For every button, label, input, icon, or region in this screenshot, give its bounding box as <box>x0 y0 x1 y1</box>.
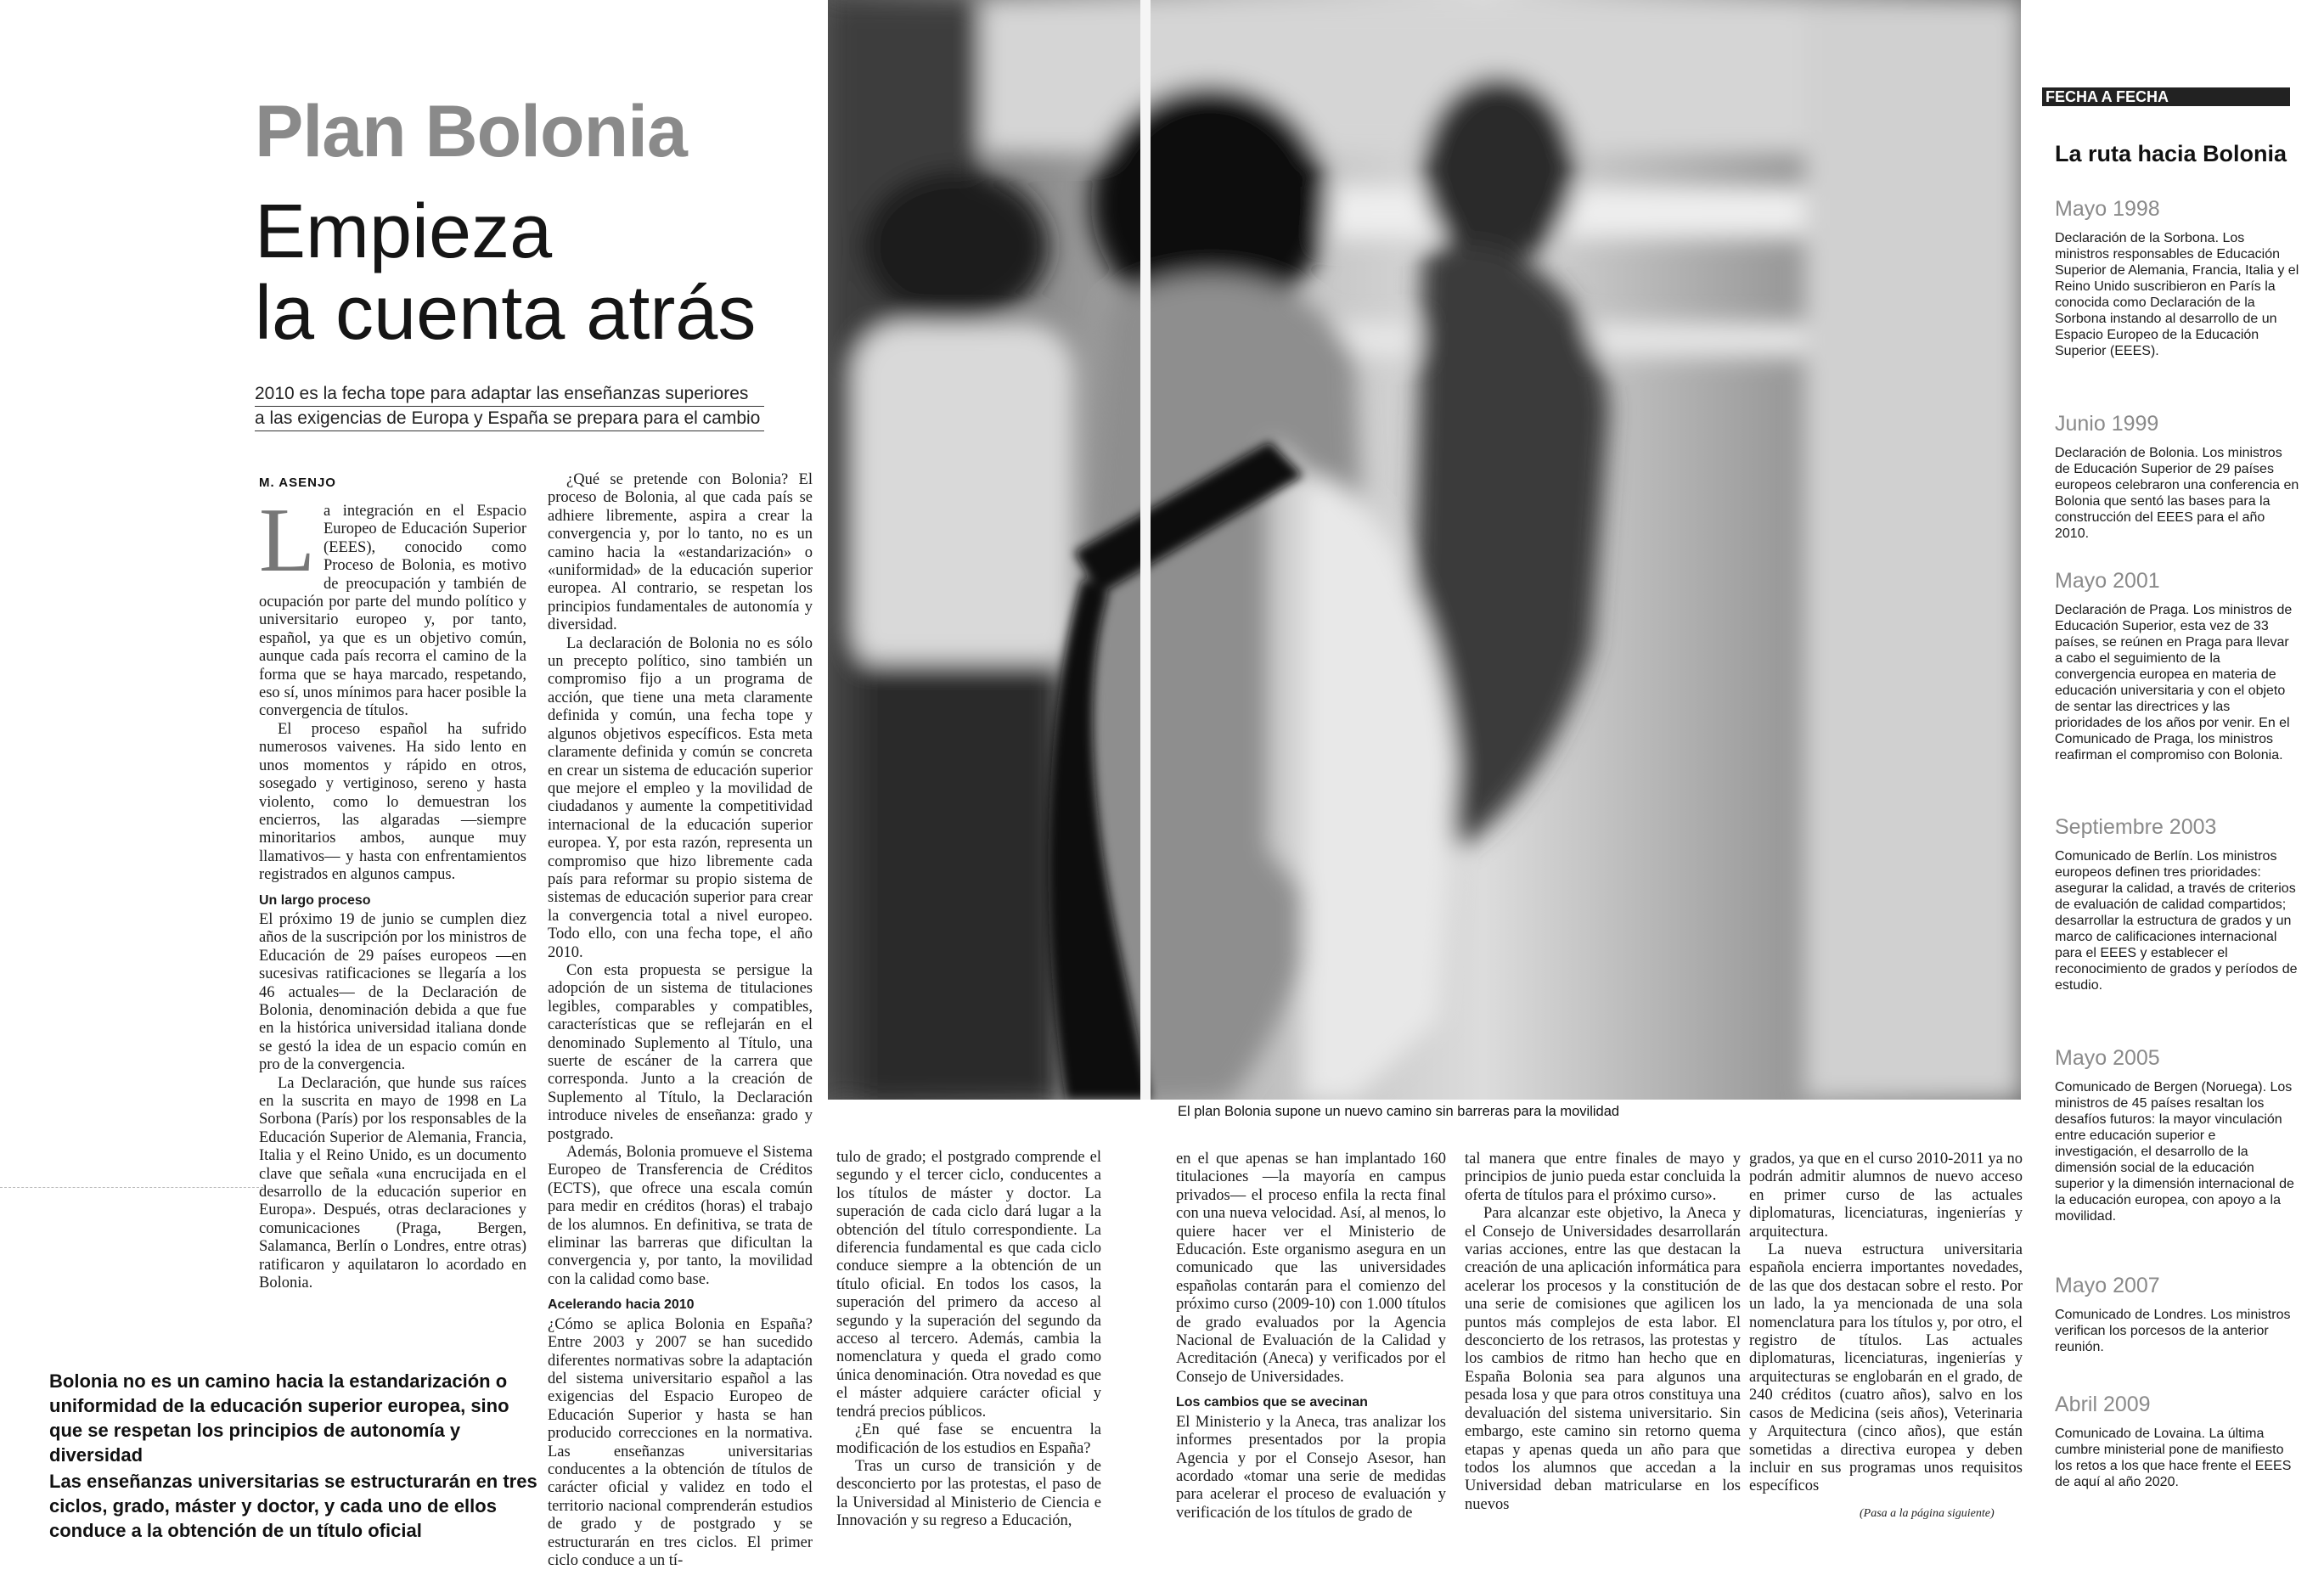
author-byline: M. ASENJO <box>259 476 336 490</box>
subtitle-line-1: 2010 es la fecha tope para adaptar las enseñanzas superiores <box>255 382 764 407</box>
body-paragraph: La nueva estructura universitaria española encierra importantes novedades, de las que dos destacan sobre el resto. Por un lado, la ya mencionada de una sola nomenclatura para los títulos y, por otro, el registro de títulos. Las actuales diplomaturas, licenciaturas, ingenierías y arquitecturas se englobarán en el grado, de 240 créditos (cuatro años), salvo en los casos de Medicina (seis años), Veterinaria y Arquitectura (cinco años), que están sometidas a directiva europea y deben incluir en sus programas unos requisitos específicos <box>1749 1241 2023 1495</box>
body-paragraph: Para alcanzar este objetivo, la Aneca y el Consejo de Universidades desarrollarán varias acciones, entre las que destacan la creación de una aplicación informática para acelerar los procesos y la constitución de una serie de comisiones que agilicen los puntos más complejos de esta labor. El desconcierto de los retrasos, las protestas y los cambios de ritmo han hecho que en España Bolonia sea para algunos una pesada losa y que para otros constituya una devaluación del sistema universitario. Sin embargo, este camino sin retorno quema etapas y apenas queda un año para que todos los alumnos que accedan a la Universidad deban matricularse en los nuevos <box>1465 1205 1741 1513</box>
timeline-entry <box>2055 1046 2299 1224</box>
body-paragraph: grados, ya que en el curso 2010-2011 ya no podrán admitir alumnos de nuevo acceso en primer curso de las actuales diplomaturas, licenciaturas, ingenierías y arquitectura. <box>1749 1151 2023 1241</box>
body-paragraph: tulo de grado; el postgrado comprende el segundo y el tercer ciclo, conducentes a los títulos de máster y doctor. La superación de cada ciclo dará lugar a la obtención del título correspondiente. La diferencia fundamental es que cada ciclo conduce siempre a la obtención de un título oficial. En todos los casos, la superación del primero da acceso al segundo y la superación del segundo da acceso al tercero. Además, cambia la nomenclatura y queda el grado como única denominación. Otra novedad es que el máster adquiere carácter oficial y tendrá precios públicos. <box>836 1149 1101 1421</box>
headline-line-1: Empieza <box>255 189 553 274</box>
body-paragraph: El próximo 19 de junio se cumplen diez años de la suscripción por los ministros de Educación de 29 países europeos —en sucesivas ratificaciones se llegaría a los 46 actuales— de la Declaración de Bolonia, denominación debida a que fue en la histórica universidad italiana donde se gestó la idea de un espacio común en pro de la convergencia. <box>259 910 526 1074</box>
timeline-text: Comunicado de Berlín. Los ministros europeos definen tres prioridades: asegurar la calidad, a través de criterios de evaluación de calidad compartidos; desarrollar la estructura de grados y un marco de calificaciones internacional para el EEES y establecer el reconocimiento de grados y períodos de estudio. <box>2055 849 2298 993</box>
timeline-text: Declaración de la Sorbona. Los ministros responsables de Educación Superior de Alemania, Francia, Italia y el Reino Unido suscribieron en París la conocida como Declaración de la Sorbona instando al desarrollo de un Espacio Europeo de la Educación Superior (EEES). <box>2055 231 2299 358</box>
timeline-date: Junio 1999 <box>2055 412 2159 436</box>
body-column-5 <box>1465 1151 1741 1514</box>
timeline-text: Declaración de Praga. Los ministros de Educación Superior, esta vez de 33 países, se reúnen en Praga para llevar a cabo el seguimiento de la convergencia europea en materia de educación universitaria y con el objeto de sentar las directrices y las prioridades de los años por venir. En el Comunicado de Praga, los ministros reafirman el compromiso con Bolonia. <box>2055 603 2293 762</box>
section-subhead: Acelerando hacia 2010 <box>548 1297 695 1313</box>
timeline-entry <box>2055 197 2299 359</box>
body-paragraph: La Declaración, que hunde sus raíces en la suscrita en mayo de 1998 en La Sorbona (París) por los responsables de la Educación Superior de Alemania, Francia, Italia y el Reino Unido, es un documento clave que señala «una encrucijada en el desarrollo de la educación superior en Europa». Después, otras declaraciones y comunicaciones (Praga, Bergen, Salamanca, Berlín o Londres, entre otras) ratificaron y aquilataron lo acordado en Bolonia. <box>259 1074 526 1292</box>
cut-line <box>0 1187 263 1188</box>
drop-cap: L <box>259 490 315 591</box>
body-paragraph: El Ministerio y la Aneca, tras analizar los informes presentados por la propia Agencia y por el Consejo Asesor, han acordado «tomar una serie de medidas para acelerar el proceso de evaluación y verificación de los títulos de grado de <box>1176 1413 1446 1522</box>
article-subtitle <box>255 382 764 431</box>
body-paragraph: ¿Cómo se aplica Bolonia en España? Entre 2003 y 2007 se han sucedido diferentes normativas sobre la adaptación del sistema universitario español a las exigencias del Espacio Europeo de Educación Superior y hasta se han producido correcciones en la normativa. Las enseñanzas universitarias conducentes a la obtención de títulos de carácter oficial y validez en todo el territorio nacional comprenderán estudios de grado y de postgrado y se estructurarán en tres ciclos. El primer ciclo conduce a un tí- <box>548 1315 813 1569</box>
body-paragraph: ¿Qué se pretende con Bolonia? El proceso de Bolonia, al que cada país se adhiere libremente, aspira a crear la convergencia y, por lo tanto, no es un camino hacia la «estandarización» o «uniformidad» de la educación superior europea. Al contrario, se respetan los principios fundamentales de autonomía y diversidad. <box>548 471 813 634</box>
section-tag: FECHA A FECHA <box>2042 87 2290 106</box>
body-column-4 <box>1176 1151 1446 1522</box>
timeline-date: Abril 2009 <box>2055 1393 2151 1416</box>
body-column-1 <box>259 490 526 1292</box>
photo-caption: El plan Bolonia supone un nuevo camino sin barreras para la movilidad <box>1178 1104 1620 1119</box>
timeline-text: Comunicado de Bergen (Noruega). Los ministros de 45 países resaltan los desafíos futuros: la mayor vinculación entre educación superior e investigación, el desarrollo de la dimensión social de la educación superior y la dimensión internacional de la educación europea, con apoyo a la movilidad. <box>2055 1080 2294 1224</box>
timeline-date: Septiembre 2003 <box>2055 815 2217 839</box>
photo-illustration <box>828 0 2021 1100</box>
section-subhead: Un largo proceso <box>259 892 371 908</box>
article-kicker: Plan Bolonia <box>255 91 687 172</box>
timeline-date: Mayo 2001 <box>2055 569 2160 593</box>
body-paragraph: Además, Bolonia promueve el Sistema Europeo de Transferencia de Créditos (ECTS), que ofrece una escala común para medir en créditos (horas) el trabajo de los alumnos. En definitiva, se trata de eliminar las barreras que dificultan la convergencia y, por tanto, la movilidad con la calidad como base. <box>548 1144 813 1288</box>
timeline-date: Mayo 2007 <box>2055 1274 2160 1297</box>
continued-note: (Pasa a la página siguiente) <box>1860 1507 1995 1520</box>
body-paragraph: en el que apenas se han implantado 160 titulaciones —la mayoría en campus privados— el proceso enfila la recta final con una nueva velocidad. Así, al menos, lo quiere hacer ver el Ministerio de Educación. Este organismo asegura en un comunicado que las universidades españolas contarán para el comienzo del próximo curso (2009-10) con 1.000 títulos de grado evaluados por la Agencia Nacional de Evaluación de la Calidad y Acreditación (Aneca) y verificados por el Consejo de Universidades. <box>1176 1151 1446 1386</box>
headline-line-2: la cuenta atrás <box>255 271 757 356</box>
timeline-entry <box>2055 412 2299 542</box>
body-paragraph: ¿En qué fase se encuentra la modificación de los estudios en España? <box>836 1421 1101 1457</box>
timeline-text: Comunicado de Londres. Los ministros verifican los porcesos de la anterior reunión. <box>2055 1308 2291 1354</box>
body-paragraph: La declaración de Bolonia no es sólo un precepto político, sino también un compromiso fijo a un programa de acción, que tiene una meta claramente definida y común, una fecha tope y algunos objetivos específicos. Esta meta claramente definida y común se concreta en crear un sistema de educación superior que mejore el empleo y la movilidad de ciudadanos y aumente la competitividad internacional de la educación superior europea. Y, por esta razón, representa un compromiso que hizo libremente cada país para reformar su propio sistema de sistemas de educación superior para crear la convergencia total a nivel europeo. Todo ello, con una fecha tope, el año 2010. <box>548 634 813 961</box>
article-headline <box>255 191 798 354</box>
section-subhead: Los cambios que se avecinan <box>1176 1395 1368 1410</box>
people-walking-blurred-photo <box>828 0 2021 1100</box>
timeline-entry <box>2055 815 2299 993</box>
body-column-6 <box>1749 1151 2023 1496</box>
timeline-entry <box>2055 1274 2299 1355</box>
page-gutter <box>1140 0 1151 1100</box>
body-column-3 <box>836 1149 1101 1531</box>
body-paragraph: Con esta propuesta se persigue la adopción de un sistema de titulaciones legibles, comparables y compatibles, características que se reflejarán en el denominado Suplemento al Título, una suerte de escáner de la carrera que corresponda. Junto a la creación de Suplemento al Título, la Declaración introduce niveles de enseñanza: grado y postgrado. <box>548 961 813 1143</box>
pull-quote-2: Las enseñanzas universitarias se estructurarán en tres ciclos, grado, máster y doctor, y cada uno de ellos conduce a la obtención de un título oficial <box>49 1471 537 1541</box>
timeline-date: Mayo 2005 <box>2055 1046 2160 1070</box>
body-paragraph: El proceso español ha sufrido numerosos vaivenes. Ha sido lento en unos momentos y rápido en otros, sosegado y vertiginoso, sereno y hasta violento, como lo demuestran los encierros, las algaradas —siempre minoritarios ambos, aunque muy llamativos— y hasta con enfrentamientos registrados en algunos campus. <box>259 720 526 884</box>
sidebar-title: La ruta hacia Bolonia <box>2055 141 2287 166</box>
body-paragraph: Tras un curso de transición y de desconcierto por las protestas, el paso de la Universidad al Ministerio de Ciencia e Innovación y su regreso a Educación, <box>836 1457 1101 1530</box>
timeline-entry <box>2055 569 2299 763</box>
timeline-date: Mayo 1998 <box>2055 197 2160 221</box>
body-paragraph: a integración en el Espacio Europeo de Educación Superior (EEES), conocido como Proceso de Bolonia, es motivo de preocupación y también de ocupación por parte del mundo político y universitario europeo y, por tanto, español, ya que es un objetivo común, aunque cada país recorra el camino de la forma que se haya marcado, respetando, eso sí, unos mínimos para hacer posible la convergencia de títulos. <box>259 503 526 720</box>
subtitle-line-2: a las exigencias de Europa y España se prepara para el cambio <box>255 407 764 431</box>
body-column-2 <box>548 471 813 1570</box>
timeline-text: Comunicado de Lovaina. La última cumbre ministerial pone de manifiesto los retos a los que hace frente el EEES de aquí al año 2020. <box>2055 1427 2292 1489</box>
pull-quote-1: Bolonia no es un camino hacia la estandarización o uniformidad de la educación superior europea, sino que se respetan los principios de autonomía y diversidad <box>49 1370 509 1466</box>
timeline-entry <box>2055 1393 2299 1490</box>
body-paragraph: tal manera que entre finales de mayo y principios de junio pueda estar concluida la oferta de títulos para el próximo curso». <box>1465 1151 1741 1204</box>
timeline-text: Declaración de Bolonia. Los ministros de Educación Superior de 29 países europeos celebraron una conferencia en Bolonia que sentó las bases para la construcción del EEES para el año 2010. <box>2055 446 2299 541</box>
